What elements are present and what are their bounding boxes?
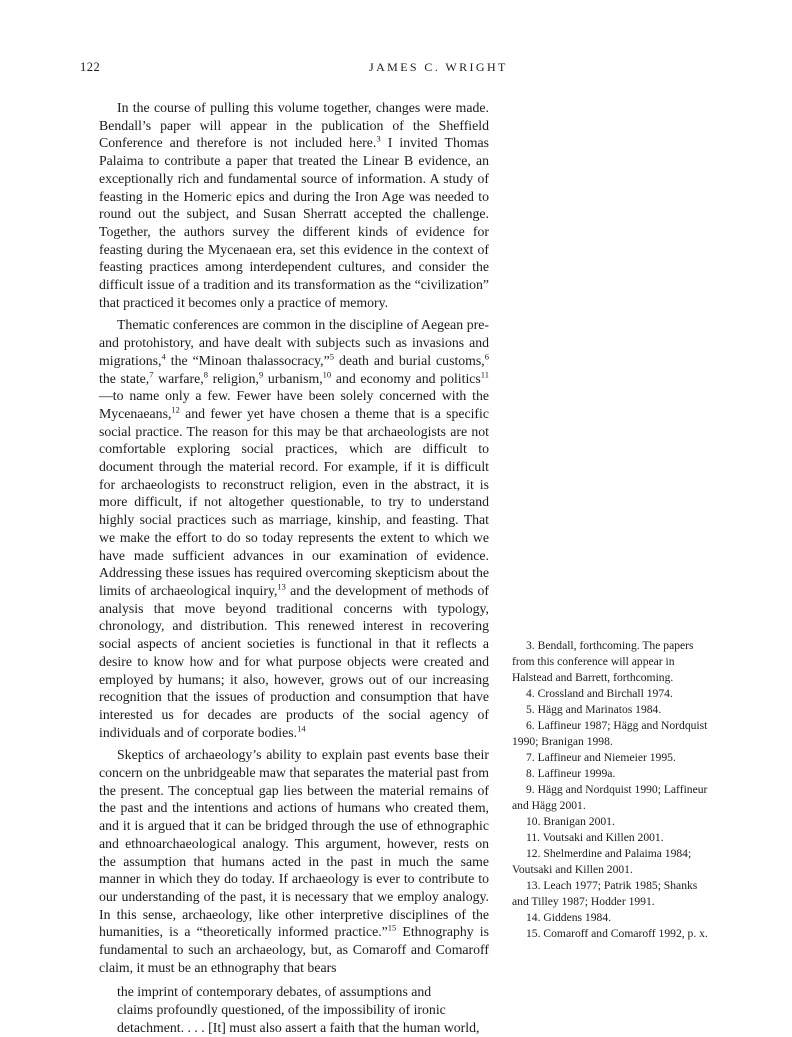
footnote-ref: 7 (149, 368, 154, 379)
footnote-ref: 9 (258, 368, 264, 379)
paragraph-3: Skeptics of archaeology’s ability to explain past events base their concern on the unbridgeable maw that separates the material past from the present. The conceptual gap lies between the material remains of the past and the intentions and actions of humans who created them, and it is argued that it can be bridged through the use of ethnographic and ethnoarchaeological analogy. This argument, however, rests on the assumption that humans acted in the past in much the same manner in which they do today. If archaeology is ever to contribute to our understanding of the past, it is necessary that we employ analogy. In this sense, archaeology, like other interpretive disciplines of the humanities, is a “theoretically informed practice.”$^{15}$ Ethnography is fundamental to such an archaeology, but, as Comaroff and Comaroff claim, it must be an ethnography that bears (99, 747, 489, 975)
footnote-ref: 15 (387, 922, 397, 933)
footnote-12: 12. Shelmerdine and Palaima 1984; Voutsaki and Killen 2001. (512, 847, 692, 876)
footnote-9: 9. Hägg and Nordquist 1990; Laffineur and Hägg 2001. (512, 783, 708, 812)
footnote-11: 11. Voutsaki and Killen 2001. (526, 831, 664, 844)
paragraph-1: In the course of pulling this volume together, changes were made. Bendall’s paper will appear in the publication of the Sheffield Conference and therefore is not included here.$^3$ I invited Thomas Palaima to contribute a paper that treated the Linear B evidence, an exceptionally rich and fundamental source of information. A study of feasting in the Homeric epics and during the Iron Age was needed to round out the subject, and Susan Sherratt accepted the challenge. Together, the authors survey the different kinds of evidence for feasting during the Mycenaean era, set this evidence in the context of feasting practices among interdependent cultures, and consider the difficult issue of a tradition and its transformation as the “civilization” that practiced it becomes only a practice of memory. (99, 100, 489, 310)
footnote-15: 15. Comaroff and Comaroff 1992, p. x. (526, 927, 708, 940)
footnote-10: 10. Branigan 2001. (526, 815, 615, 828)
footnote-ref: 6 (484, 351, 489, 362)
footnote-7: 7. Laffineur and Niemeier 1995. (526, 751, 676, 764)
footnote-14: 14. Giddens 1984. (526, 911, 612, 924)
quote-line: claims profoundly questioned, of the impossibility of ironic (117, 1002, 446, 1018)
footnote-ref: 12 (171, 404, 180, 415)
quote-line: the imprint of contemporary debates, of assumptions and (117, 984, 432, 1000)
footnote-8: 8. Laffineur 1999a. (526, 767, 616, 780)
footnote-4: 4. Crossland and Birchall 1974. (526, 687, 673, 700)
footnote-ref: 3 (376, 133, 381, 144)
running-head: JAMES C. WRIGHT (369, 60, 508, 74)
footnote-ref: 11 (480, 368, 489, 379)
footnote-5: 5. Hägg and Marinatos 1984. (526, 703, 662, 716)
footnote-13: 13. Leach 1977; Patrik 1985; Shanks and Tilley 1987; Hodder 1991. (512, 879, 698, 908)
footnotes-column (512, 638, 712, 942)
footnote-ref: 5 (329, 351, 334, 362)
footnote-ref: 14 (297, 723, 306, 734)
paragraph-2: Thematic conferences are common in the discipline of Aegean pre- and protohistory, and have dealt with subjects such as invasions and migrations,$^4$ the “Minoan thalassocracy,”$^5$ death and burial customs,$^6$ the state,$^7$ warfare,$^8$ religion,$^9$ urbanism,$^{10}$ and economy and politics$^{11}$—to name only a few. Fewer have been solely concerned with the Mycenaeans,$^{12}$ and fewer yet have chosen a theme that is a specific social practice. The reason for this may be that archaeologists are not comfortable exploring social practices, which are difficult to document through the material record. For example, if it is difficult for archaeologists to reconstruct religion, even in the abstract, it is more difficult, if not altogether questionable, to try to understand highly social practices such as marriage, kinship, and feasting. That we make the effort to do so today represents the extent to which we have made sufficient advances in our examination of evidence. Addressing these issues has required overcoming skepticism about the limits of archaeological inquiry,$^{13}$ and the development of methods of analysis that move beyond traditional concerns with typology, chronology, and distribution. This renewed interest in recovering social aspects of ancient societies is functional in that it reflects a desire to know how and for what purpose objects were created and employed by humans; it also, however, grows out of our increasing recognition that the issues of production and consumption that have interested us for decades are products of the social agency of individuals and of corporate bodies.$^{14}$ (99, 317, 489, 740)
page-header (0, 58, 792, 82)
block-quote (99, 983, 489, 1036)
footnote-ref: 8 (203, 368, 208, 379)
page-number: 122 (80, 60, 101, 74)
footnote-3: 3. Bendall, forthcoming. The papers from this conference will appear in Halstead and Barrett, forthcoming. (512, 639, 694, 684)
footnote-ref: 10 (322, 368, 332, 379)
footnote-6: 6. Laffineur 1987; Hägg and Nordquist 1990; Branigan 1998. (512, 719, 708, 748)
footnote-ref: 4 (161, 351, 166, 362)
main-text-column (99, 99, 489, 1037)
quote-line: detachment. . . . [It] must also assert a faith that the human world, (117, 1019, 480, 1035)
footnote-ref: 13 (277, 581, 286, 592)
